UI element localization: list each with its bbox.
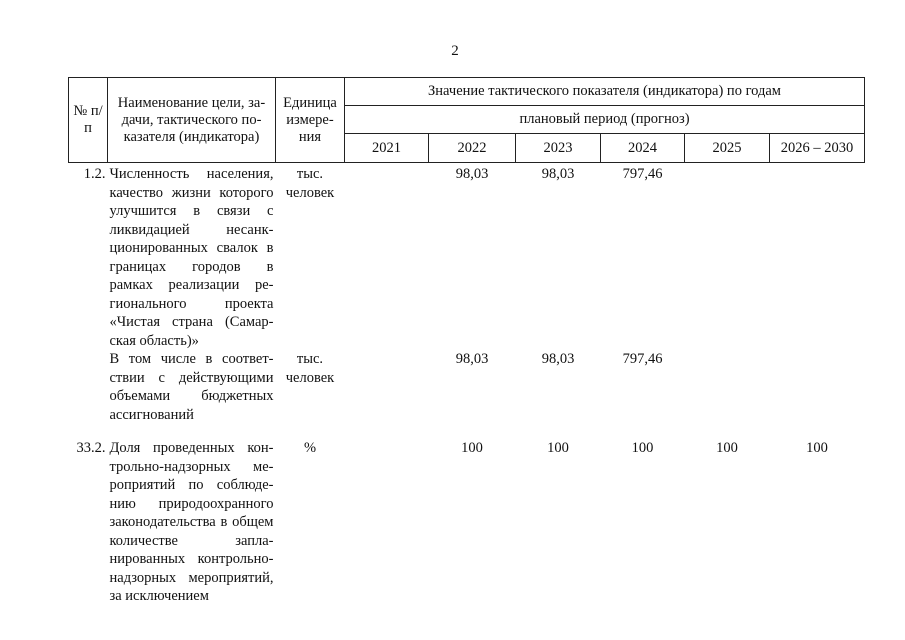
header-value-title: Значение тактического показателя (индикатора) по годам: [345, 78, 865, 106]
row-value: [345, 435, 429, 606]
header-year: 2022: [429, 134, 516, 163]
indicator-table: [68, 77, 865, 606]
row-value: 100: [631, 440, 654, 456]
header-period-title: плановый период (прогноз): [345, 106, 865, 134]
row-value: 98,03: [455, 351, 489, 367]
table-row: [69, 163, 865, 351]
header-unit: Единица измерения: [276, 78, 345, 163]
row-name: В том числе в соответствии с действующими объемами бюджетных ассигнований: [109, 351, 274, 423]
row-value: [685, 163, 770, 351]
row-unit: тыс. человек: [285, 351, 335, 386]
row-num: 33.2.: [76, 440, 106, 456]
row-value: 98,03: [541, 166, 575, 182]
row-value: 100: [461, 440, 483, 456]
page-number: 2: [451, 43, 459, 59]
row-value: [685, 350, 770, 435]
row-name: Численность населения, качество жизни которого улучшится в связи с ликвидацией несанкционированных свалок в границах городов в рамках реализации регионального проекта «Чистая страна (Самарская область)»: [109, 166, 274, 349]
row-value: 797,46: [622, 351, 663, 367]
row-num: [69, 350, 108, 435]
header-year: 2026 – 2030: [770, 134, 865, 163]
table-row: [69, 435, 865, 606]
row-value: [345, 163, 429, 351]
row-num: 1.2.: [83, 166, 106, 182]
row-value: [770, 350, 865, 435]
row-value: [345, 350, 429, 435]
row-unit: %: [303, 440, 317, 456]
row-value: 100: [547, 440, 569, 456]
row-value: 98,03: [541, 351, 575, 367]
header-name: Наименование цели, задачи, тактического показателя (индикатора): [108, 78, 276, 163]
row-value: 797,46: [622, 166, 663, 182]
row-value: 100: [716, 440, 738, 456]
header-year: 2021: [345, 134, 429, 163]
header-year: 2023: [516, 134, 601, 163]
header-num: № п/п: [69, 78, 108, 163]
row-name: Доля проведенных контрольно-надзорных мероприятий по соблюдению природоохранного законодательства в общем количестве запланированных контрольно-надзорных мероприятий, за исключением: [109, 440, 274, 604]
header-year: 2024: [601, 134, 685, 163]
row-value: [770, 163, 865, 351]
table-row: [69, 350, 865, 435]
header-year: 2025: [685, 134, 770, 163]
row-unit: тыс. человек: [285, 166, 335, 201]
row-value: 98,03: [455, 166, 489, 182]
row-value: 100: [806, 440, 828, 456]
